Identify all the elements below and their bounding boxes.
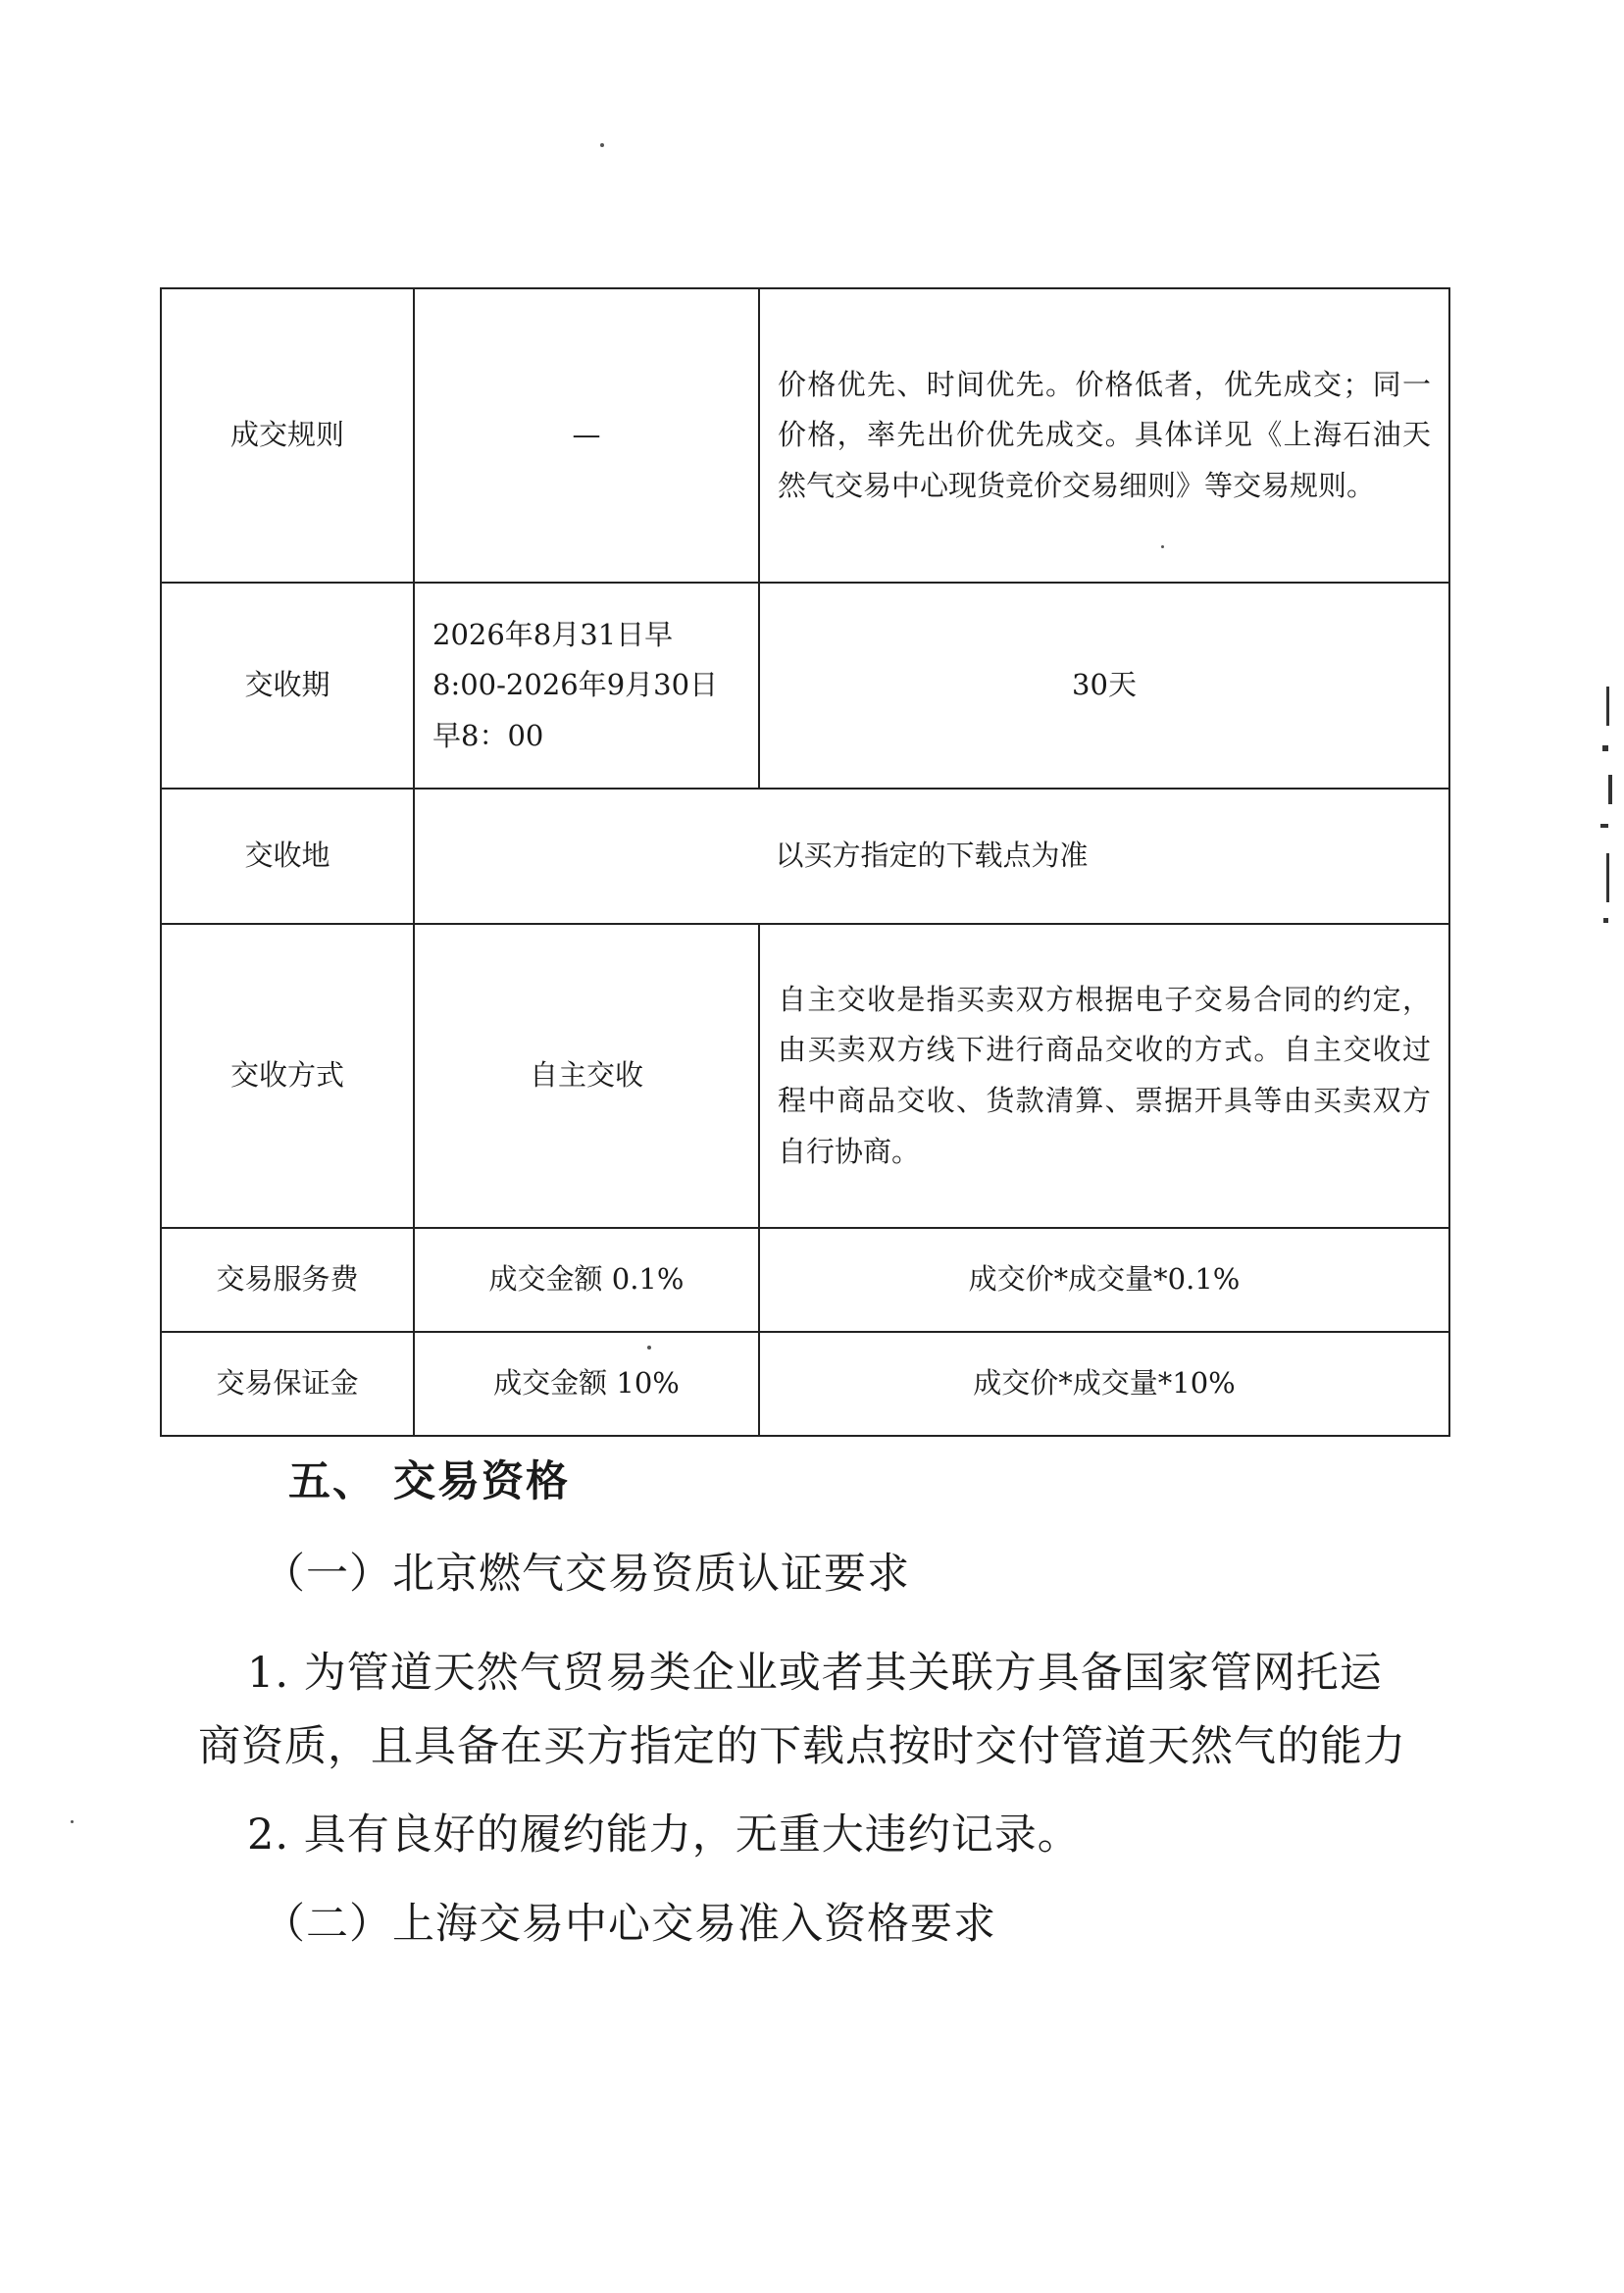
row-value: 成交金额 0.1% <box>414 1228 759 1332</box>
row-note: 30天 <box>759 583 1449 789</box>
subsection-heading: （二）上海交易中心交易准入资格要求 <box>263 1900 996 1949</box>
row-value: 自主交收 <box>414 924 759 1228</box>
row-note: 自主交收是指买卖双方根据电子交易合同的约定，由买卖双方线下进行商品交收的方式。自主交收过程中商品交收、货款清算、票据开具等由买卖双方自行协商。 <box>759 924 1449 1228</box>
section-heading: 五、 交易资格 <box>288 1457 570 1506</box>
scan-speck <box>600 143 604 147</box>
row-label: 交收期 <box>161 583 414 789</box>
table-row <box>161 789 1449 924</box>
row-label: 交易保证金 <box>161 1332 414 1436</box>
trade-spec-table <box>160 287 1450 1437</box>
row-value: — <box>414 288 759 583</box>
binding-edge-mark <box>1595 687 1624 942</box>
table-row <box>161 924 1449 1228</box>
row-note: 成交价*成交量*0.1% <box>759 1228 1449 1332</box>
scan-speck <box>71 1820 74 1823</box>
row-value: 成交金额 10% <box>414 1332 759 1436</box>
subsection-heading: （一）北京燃气交易资质认证要求 <box>263 1550 910 1599</box>
row-label: 成交规则 <box>161 288 414 583</box>
row-label: 交易服务费 <box>161 1228 414 1332</box>
table-row <box>161 1332 1449 1436</box>
requirement-item: 1. 为管道天然气贸易类企业或者其关联方具备国家管网托运商资质，且具备在买方指定的下载点按时交付管道天然气的能力 <box>198 1649 1406 1772</box>
table-row <box>161 1228 1449 1332</box>
row-note: 成交价*成交量*10% <box>759 1332 1449 1436</box>
table-row <box>161 583 1449 789</box>
row-label: 交收地 <box>161 789 414 924</box>
row-note: 价格优先、时间优先。价格低者，优先成交；同一价格，率先出价优先成交。具体详见《上海石油天然气交易中心现货竞价交易细则》等交易规则。 <box>759 288 1449 583</box>
row-value: 2026年8月31日早8:00-2026年9月30日早8：00 <box>414 583 759 789</box>
table-row <box>161 288 1449 583</box>
row-value: 以买方指定的下载点为准 <box>414 789 1449 924</box>
row-label: 交收方式 <box>161 924 414 1228</box>
requirement-item: 2. 具有良好的履约能力，无重大违约记录。 <box>247 1810 1081 1860</box>
